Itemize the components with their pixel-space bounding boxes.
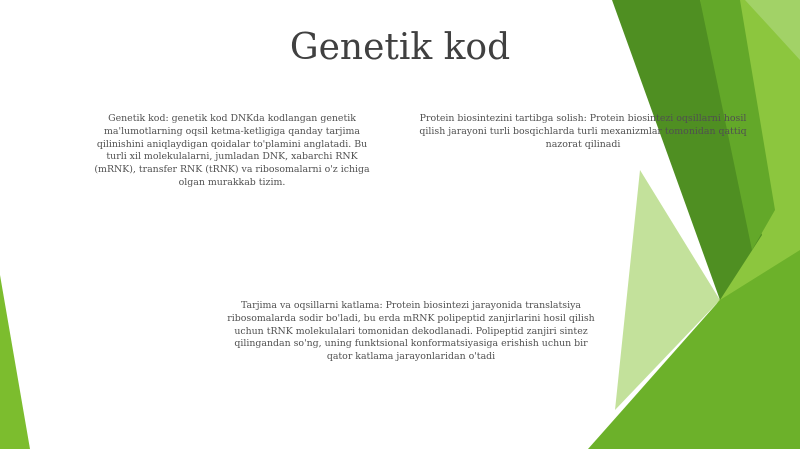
paragraph-protein-regulation: Protein biosintezini tartibga solish: Protein biosintezi oqsillarni hosil qilish jarayoni turli bosqichlarda turli mexanizmlar tomonidan qattiq nazorat qilinadi <box>419 113 747 150</box>
paragraph-genetic-code: Genetik kod: genetik kod DNKda kodlangan genetik ma'lumotlarning oqsil ketma-ketligiga qanday tarjima qilinishini aniqlaydigan qoidalar to'plamini anglatadi. Bu turli xil molekulalarni, jumladan DNK, xabarchi RNK (mRNK), transfer RNK (tRNK) va ribosomalarni o'z ichiga olgan murakkab tizim. <box>94 113 370 188</box>
slide-title: Genetik kod <box>289 27 511 68</box>
paragraph-translation-folding: Tarjima va oqsillarni katlama: Protein biosintezi jarayonida translatsiya ribosomalarda sodir bo'ladi, bu erda mRNK polipeptid zanjirlarini hosil qilish uchun tRNK molekulalari tomonidan dekodlanadi. Polipeptid zanjiri sintez qilingandan so'ng, uning funktsional konformatsiyasiga erishish uchun bir qator katlama jarayonlaridan o'tadi <box>227 300 595 363</box>
left-accent-shape <box>0 275 30 449</box>
